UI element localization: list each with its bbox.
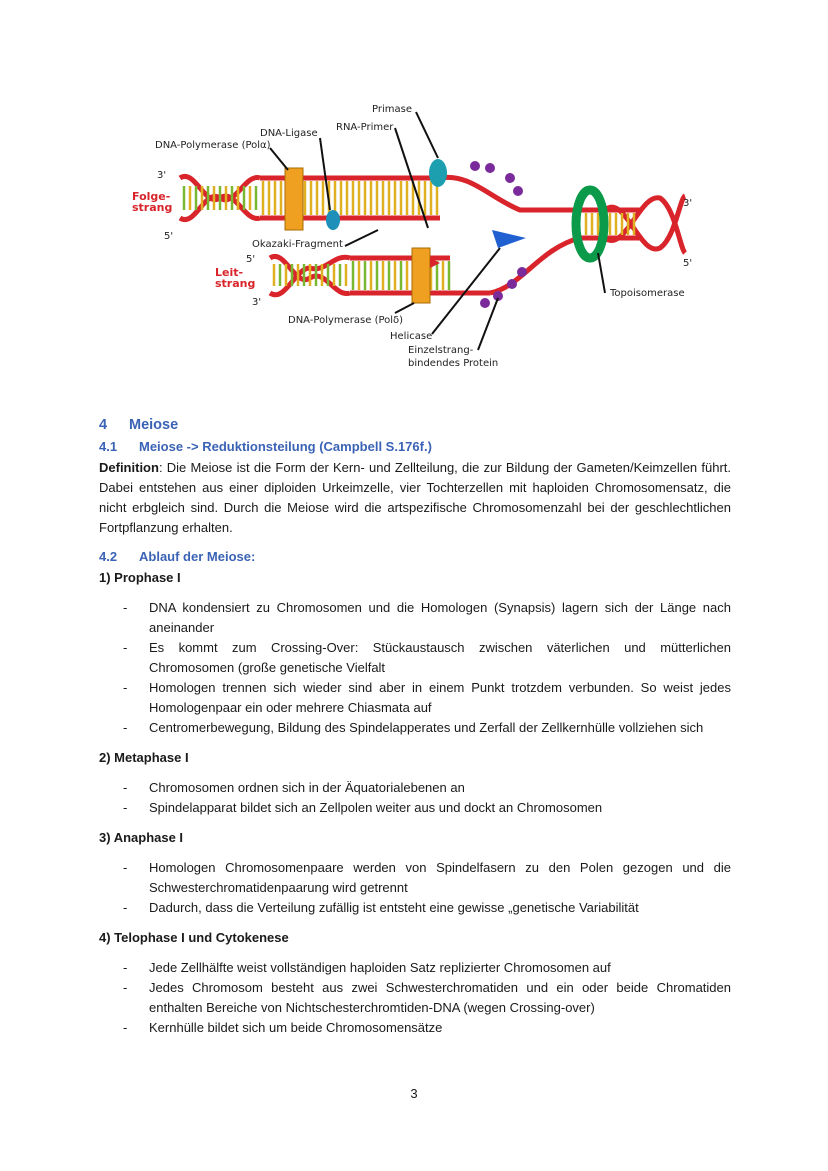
phase-title: 4) Telophase I und Cytokenese (99, 930, 289, 945)
subsection-heading-1 (99, 436, 731, 458)
dash-bullet: - (123, 600, 128, 615)
list-item (99, 638, 731, 678)
label-3prime-top: 3' (157, 170, 167, 181)
dash-bullet: - (123, 800, 128, 815)
subsection-number-1: 4.1 (99, 439, 118, 454)
phase-title: 1) Prophase I (99, 570, 181, 585)
label-rna-primer: RNA-Primer (336, 122, 394, 133)
label-folge2: strang (132, 201, 173, 214)
phase-bullet-list (99, 858, 731, 918)
dash-bullet: - (123, 980, 128, 995)
label-ssb1: Einzelstrang- (408, 345, 474, 356)
dash-bullet: - (123, 640, 128, 655)
list-item (99, 978, 731, 1018)
list-item-text: Centromerbewegung, Bildung des Spindelapperates und Zerfall der Zellkernhülle vollziehen sich (149, 720, 704, 735)
list-item (99, 778, 731, 798)
list-item-text: Kernhülle bildet sich um beide Chromosomensätze (149, 1020, 443, 1035)
dash-bullet: - (123, 960, 128, 975)
document-body (99, 414, 731, 1048)
dna-replication-diagram (120, 98, 720, 378)
section-title: Meiose (129, 417, 179, 433)
label-leit2: strang (215, 277, 256, 290)
list-item-text: Dadurch, dass die Verteilung zufällig ist entsteht eine gewisse „genetische Variabilität (149, 900, 639, 915)
polymerase-alpha-block (285, 168, 303, 230)
list-item (99, 718, 731, 738)
label-topoisomerase: Topoisomerase (610, 288, 685, 299)
base-pairs (184, 181, 634, 290)
label-pol-alpha: DNA-Polymerase (Polα) (155, 140, 271, 151)
label-pol-delta: DNA-Polymerase (Polδ) (288, 315, 404, 326)
label-3prime-bot: 3' (252, 297, 262, 308)
list-item-text: Spindelapparat bildet sich an Zellpolen weiter aus und dockt an Chromosomen (149, 800, 603, 815)
list-item (99, 798, 731, 818)
label-5prime-right: 5' (683, 258, 693, 269)
phase-bullet-list (99, 778, 731, 818)
label-5prime-top: 5' (164, 231, 174, 242)
label-okazaki: Okazaki-Fragment (252, 239, 343, 250)
label-ssb2: bindendes Protein (408, 358, 499, 369)
dash-bullet: - (123, 860, 128, 875)
lagging-strand (180, 176, 580, 219)
list-item (99, 1018, 731, 1038)
phase-list (99, 568, 731, 1038)
subsection-title-2: Ablauf der Meiose: (139, 549, 256, 564)
section-number: 4 (99, 417, 108, 433)
list-item (99, 678, 731, 718)
definition-label: Definition (99, 460, 159, 475)
dash-bullet: - (123, 900, 128, 915)
label-helicase: Helicase (390, 331, 433, 342)
page-number: 3 (410, 1086, 418, 1101)
phase-title: 2) Metaphase I (99, 750, 189, 765)
helicase-triangle (492, 230, 526, 248)
ligase-blob (326, 210, 340, 230)
list-item-text: Chromosomen ordnen sich in der Äquatorialebenen an (149, 780, 465, 795)
subsection-number-2: 4.2 (99, 549, 118, 564)
list-item-text: Es kommt zum Crossing-Over: Stückaustausch zwischen väterlichen und mütterlichen Chromosomen (große genetische Vielfalt (149, 640, 731, 675)
dash-bullet: - (123, 1020, 128, 1035)
list-item-text: Homologen Chromosomenpaare werden von Spindelfasern zu den Polen gezogen und die Schwesterchromatidenpaarung wird getrennt (149, 860, 731, 895)
parental-duplex (580, 196, 685, 253)
phase-bullet-list (99, 958, 731, 1038)
phase-title: 3) Anaphase I (99, 830, 184, 845)
list-item-text: Jede Zellhälfte weist vollständigen haploiden Satz replizierter Chromosomen auf (149, 960, 611, 975)
topoisomerase-ring (576, 190, 604, 258)
label-5prime-mid: 5' (246, 254, 256, 265)
label-leit1: Leit- (215, 266, 244, 279)
subsection-heading-2 (99, 546, 731, 568)
dna-replication-figure (120, 98, 720, 378)
label-primase: Primase (372, 104, 412, 115)
definition-text: : Die Meiose ist die Form der Kern- und Zellteilung, die zur Bildung der Gameten/Keimzellen führt. Dabei entstehen aus einer diploiden Urkeimzelle, vier Tochterzellen mit haploiden Chromosomensatz, die nicht erbgleich sind. Durch die Meiose wird die artspezifische Chromosomenzahl bei der geschlechtlichen Fortpflanzung erhalten. (99, 460, 731, 535)
definition-paragraph (99, 458, 731, 538)
list-item (99, 598, 731, 638)
polymerase-delta-block (412, 248, 430, 303)
phase-bullet-list (99, 598, 731, 738)
list-item (99, 858, 731, 898)
dash-bullet: - (123, 680, 128, 695)
label-3prime-right: 3' (683, 198, 693, 209)
label-dna-ligase: DNA-Ligase (260, 128, 318, 139)
dash-bullet: - (123, 780, 128, 795)
subsection-title-1: Meiose -> Reduktionsteilung (Campbell S.176f.) (139, 439, 432, 454)
dash-bullet: - (123, 720, 128, 735)
list-item-text: Jedes Chromosom besteht aus zwei Schwesterchromatiden und ein oder beide Chromatiden enthalten Bereiche von Nichtschesterchromtiden-DNA (wegen Crossing-over) (149, 980, 731, 1015)
list-item-text: DNA kondensiert zu Chromosomen und die Homologen (Synapsis) lagern sich der Länge nach aneinander (149, 600, 731, 635)
list-item-text: Homologen trennen sich wieder sind aber in einem Punkt trotzdem verbunden. So weist jedes Homologenpaar ein oder mehrere Chiasmata auf (149, 680, 731, 715)
section-heading (99, 414, 731, 436)
list-item (99, 898, 731, 918)
list-item (99, 958, 731, 978)
primase-blob (429, 159, 447, 187)
label-folge1: Folge- (132, 190, 171, 203)
